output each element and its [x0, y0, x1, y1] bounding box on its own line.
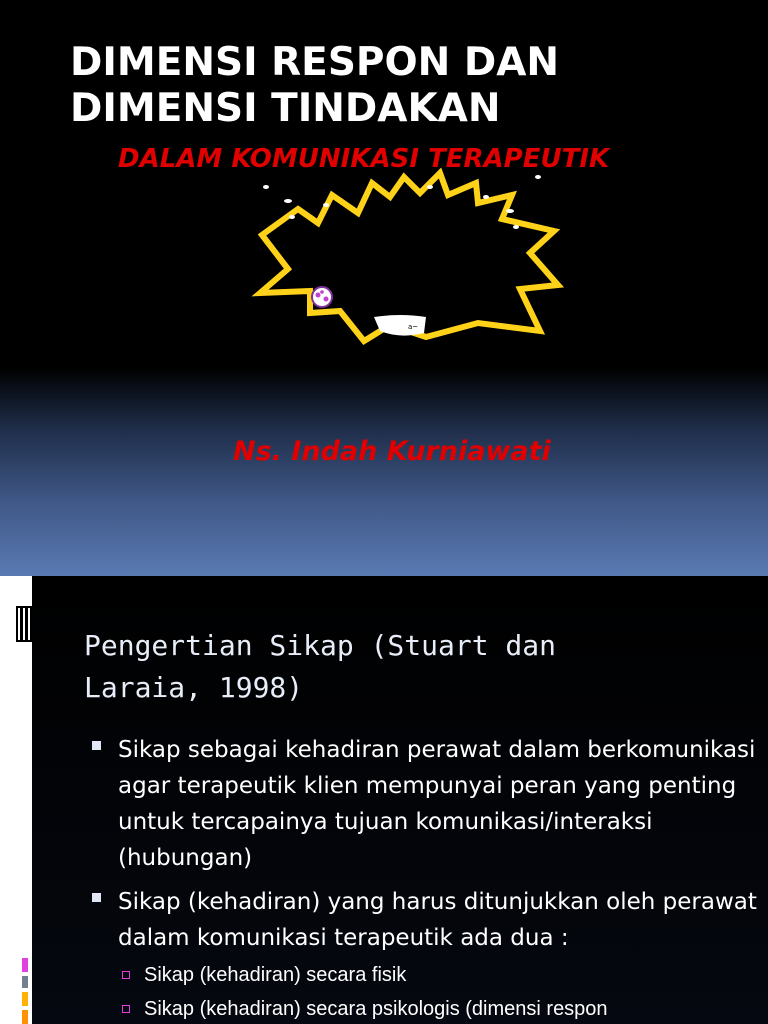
slide-content	[32, 576, 768, 1024]
content-slide	[0, 576, 768, 1024]
slide-title	[70, 40, 710, 132]
starburst-illustration	[240, 165, 570, 355]
slide-margin	[0, 576, 32, 1024]
bullet-item	[86, 884, 766, 1024]
square-bullet-icon	[92, 741, 101, 750]
bubble-icon	[312, 287, 332, 307]
svg-text:a~: a~	[408, 323, 419, 331]
hollow-square-bullet-icon	[122, 971, 130, 979]
slide-subtitle: DALAM KOMUNIKASI TERAPEUTIK	[118, 144, 610, 174]
slide-title-line2: DIMENSI TINDAKAN	[70, 86, 501, 131]
sub-bullet-item	[118, 958, 766, 992]
square-bullet-icon	[92, 893, 101, 902]
content-title	[84, 625, 704, 709]
bullet-item	[86, 732, 766, 876]
slide-title-line1: DIMENSI RESPON DAN	[70, 40, 560, 85]
sub-bullet-text: Sikap (kehadiran) secara psikologis (dimensi respon	[144, 998, 608, 1020]
sub-bullet-list	[118, 958, 766, 1024]
sub-bullet-item	[118, 992, 766, 1024]
bullet-text: Sikap sebagai kehadiran perawat dalam berkomunikasi agar terapeutik klien mempunyai peran yang penting untuk tercapainya tujuan komunikasi/interaksi (hubungan)	[118, 737, 756, 871]
content-title-line1: Pengertian Sikap (Stuart dan	[84, 629, 557, 662]
color-strip	[22, 958, 28, 1024]
document-edge-icon	[16, 606, 32, 642]
bullet-text: Sikap (kehadiran) yang harus ditunjukkan oleh perawat dalam komunikasi terapeutik ada dua :	[118, 889, 757, 951]
content-title-line2: Laraia, 1998)	[84, 671, 304, 704]
bullet-list	[86, 732, 766, 1024]
hollow-square-bullet-icon	[122, 1005, 130, 1013]
author-name: Ns. Indah Kurniawati	[233, 436, 551, 467]
sub-bullet-text: Sikap (kehadiran) secara fisik	[144, 964, 407, 986]
